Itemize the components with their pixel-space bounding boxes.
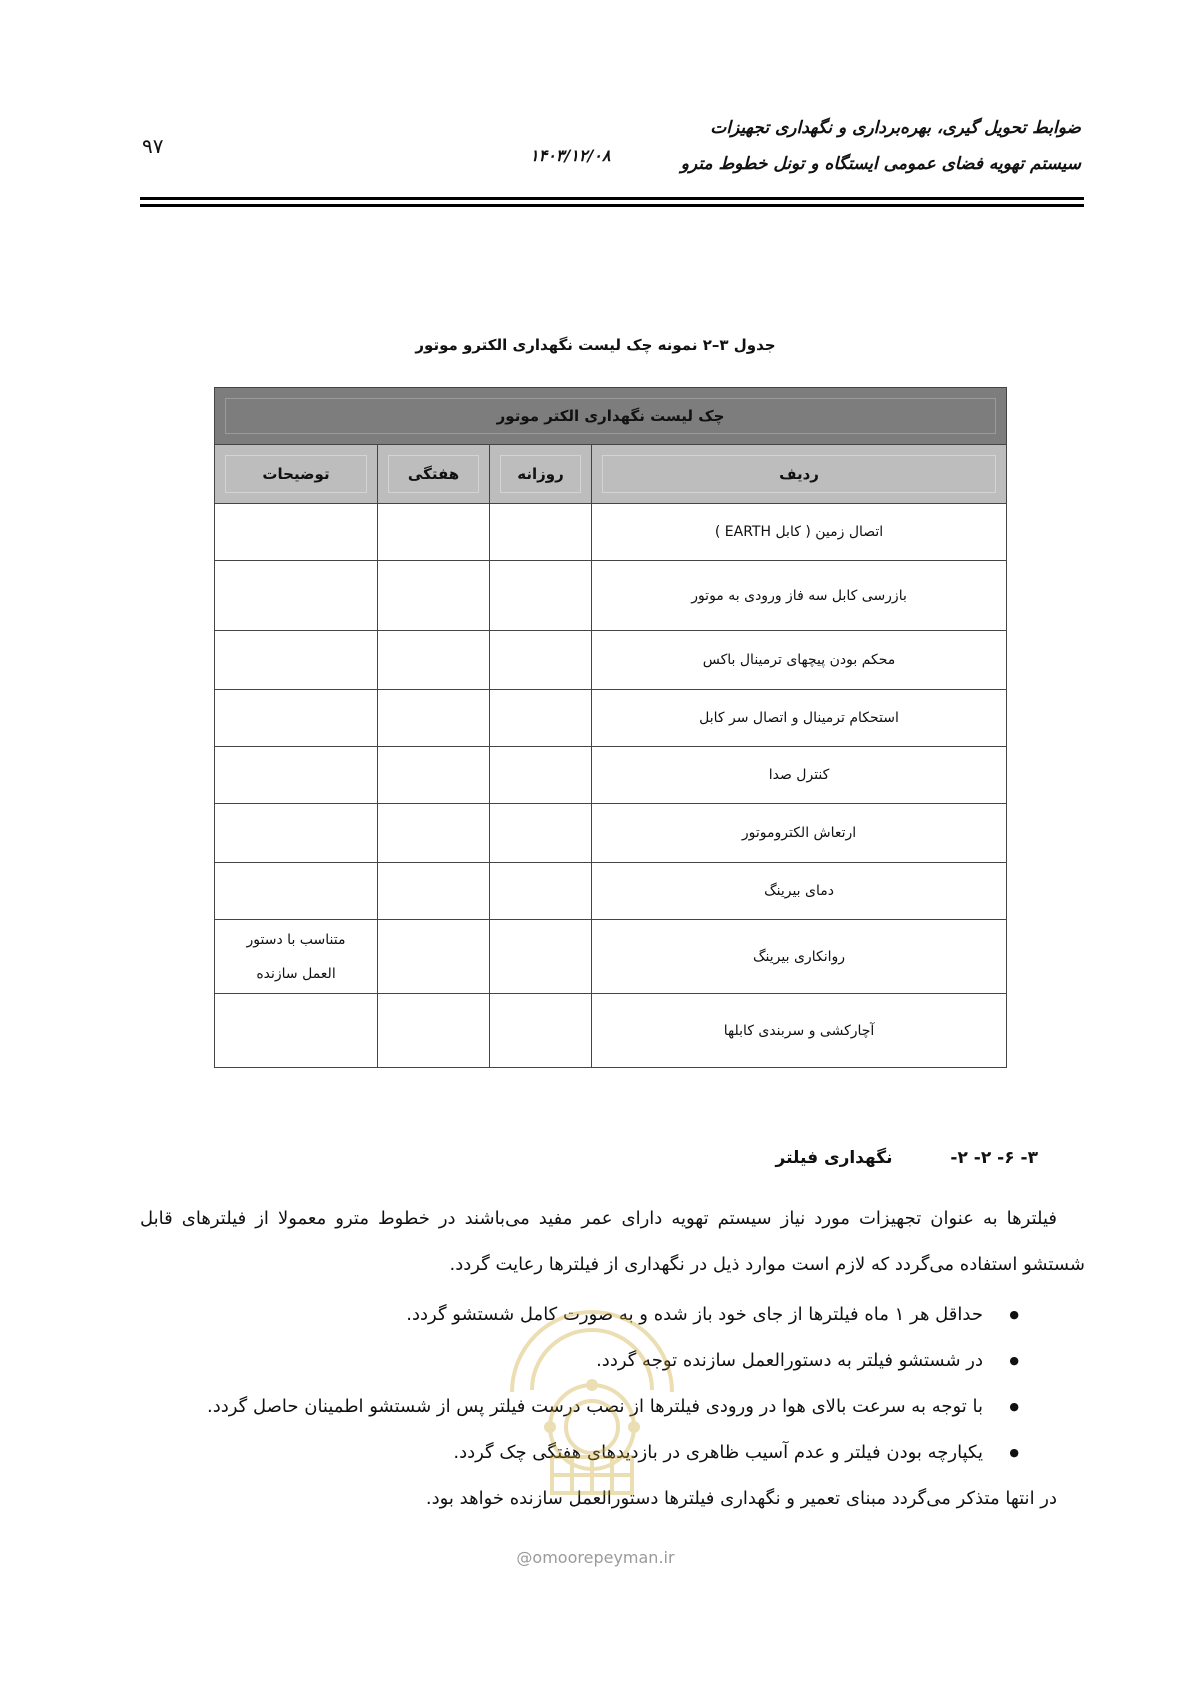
table-row	[215, 504, 1007, 561]
table-row	[215, 920, 1007, 994]
daily-cell[interactable]	[490, 863, 592, 920]
notes-cell[interactable]	[215, 863, 378, 920]
notes-cell[interactable]	[215, 747, 378, 804]
daily-cell[interactable]	[490, 561, 592, 631]
note-line1: متناسب با دستور	[246, 931, 346, 948]
column-header-weekly: هفتگی	[378, 445, 490, 504]
watermark-seal-icon	[492, 1272, 692, 1502]
daily-cell[interactable]	[490, 690, 592, 747]
notes-cell[interactable]	[215, 504, 378, 561]
watermark-site-text: @omoorepeyman.ir	[516, 1548, 675, 1567]
list-item: ● با توجه به سرعت بالای هوا در ورودی فیلترها از نصب درست فیلتر پس از شستشو اطمینان حاصل گردد.	[119, 1384, 1019, 1430]
daily-cell[interactable]	[490, 804, 592, 863]
row-item: بازرسی کابل سه فاز ورودی به موتور	[592, 561, 1007, 631]
weekly-cell[interactable]	[378, 690, 490, 747]
row-item: محکم بودن پیچهای ترمینال باکس	[592, 631, 1007, 690]
row-item: روانکاری بیرینگ	[592, 920, 1007, 994]
table-row	[215, 561, 1007, 631]
column-header-notes: توضیحات	[215, 445, 378, 504]
section-title: نگهداری فیلتر	[775, 1148, 893, 1168]
daily-cell[interactable]	[490, 920, 592, 994]
weekly-cell[interactable]	[378, 920, 490, 994]
section-heading	[776, 1148, 1038, 1168]
list-item: ● یکپارچه بودن فیلتر و عدم آسیب ظاهری در بازدیدهای هفتگی چک گردد.	[119, 1430, 1019, 1476]
row-item: آچارکشی و سربندی کابلها	[592, 994, 1007, 1068]
notes-cell[interactable]	[215, 920, 378, 994]
daily-cell[interactable]	[490, 504, 592, 561]
list-item: ● در شستشو فیلتر به دستورالعمل سازنده توجه گردد.	[119, 1338, 1019, 1384]
header-divider	[140, 197, 1084, 207]
notes-cell[interactable]	[215, 994, 378, 1068]
row-item: کنترل صدا	[592, 747, 1007, 804]
notes-cell[interactable]	[215, 690, 378, 747]
table-row	[215, 690, 1007, 747]
row-item: دمای بیرینگ	[592, 863, 1007, 920]
page-number: ۹۷	[142, 134, 164, 158]
weekly-cell[interactable]	[378, 631, 490, 690]
column-header-item: ردیف	[592, 445, 1007, 504]
weekly-cell[interactable]	[378, 747, 490, 804]
list-item: ● حداقل هر ۱ ماه فیلترها از جای خود باز شده و به صورت کامل شستشو گردد.	[119, 1292, 1019, 1338]
document-header-title	[681, 110, 1081, 182]
table-row	[215, 994, 1007, 1068]
weekly-cell[interactable]	[378, 561, 490, 631]
table-header-row	[215, 445, 1007, 504]
weekly-cell[interactable]	[378, 804, 490, 863]
notes-cell[interactable]	[215, 631, 378, 690]
daily-cell[interactable]	[490, 631, 592, 690]
section-number: ۳- ۶- ۲- ۲-	[950, 1148, 1038, 1168]
closing-paragraph: در انتها متذکر می‌گردد مبنای تعمیر و نگهداری فیلترها دستورالعمل سازنده خواهد بود.	[425, 1488, 1057, 1509]
column-header-daily: روزانه	[490, 445, 592, 504]
note-line2: العمل سازنده	[256, 965, 336, 982]
header-date: ۱۴۰۳/۱۲/۰۸	[530, 146, 611, 165]
weekly-cell[interactable]	[378, 504, 490, 561]
daily-cell[interactable]	[490, 994, 592, 1068]
weekly-cell[interactable]	[378, 994, 490, 1068]
header-title-line2: سیستم تهویه فضای عمومی ایستگاه و تونل خطوط مترو	[680, 154, 1081, 174]
row-item: ارتعاش الکتروموتور	[592, 804, 1007, 863]
table-title: چک لیست نگهداری الکتر موتور	[215, 388, 1007, 445]
table-title-row	[215, 388, 1007, 445]
header-title-line1: ضوابط تحویل گیری، بهره‌برداری و نگهداری تجهیزات	[710, 118, 1081, 138]
table-caption: جدول ۳–۲ نمونه چک لیست نگهداری الکترو موتور	[415, 336, 776, 354]
row-item: استحکام ترمینال و اتصال سر کابل	[592, 690, 1007, 747]
table-row	[215, 804, 1007, 863]
daily-cell[interactable]	[490, 747, 592, 804]
weekly-cell[interactable]	[378, 863, 490, 920]
row-item: اتصال زمین ( کابل EARTH )	[592, 504, 1007, 561]
notes-cell[interactable]	[215, 804, 378, 863]
intro-paragraph: فیلترها به عنوان تجهیزات مورد نیاز سیستم تهویه دارای عمر مفید می‌باشند در خطوط مترو معمولا از فیلترهای قابل شستشو استفاده می‌گردد که لازم است موارد ذیل در نگهداری از فیلترها رعایت گردد.	[140, 1208, 1085, 1275]
maintenance-checklist-table	[214, 387, 1007, 1068]
notes-cell[interactable]	[215, 561, 378, 631]
table-row	[215, 631, 1007, 690]
table-row	[215, 747, 1007, 804]
table-row	[215, 863, 1007, 920]
